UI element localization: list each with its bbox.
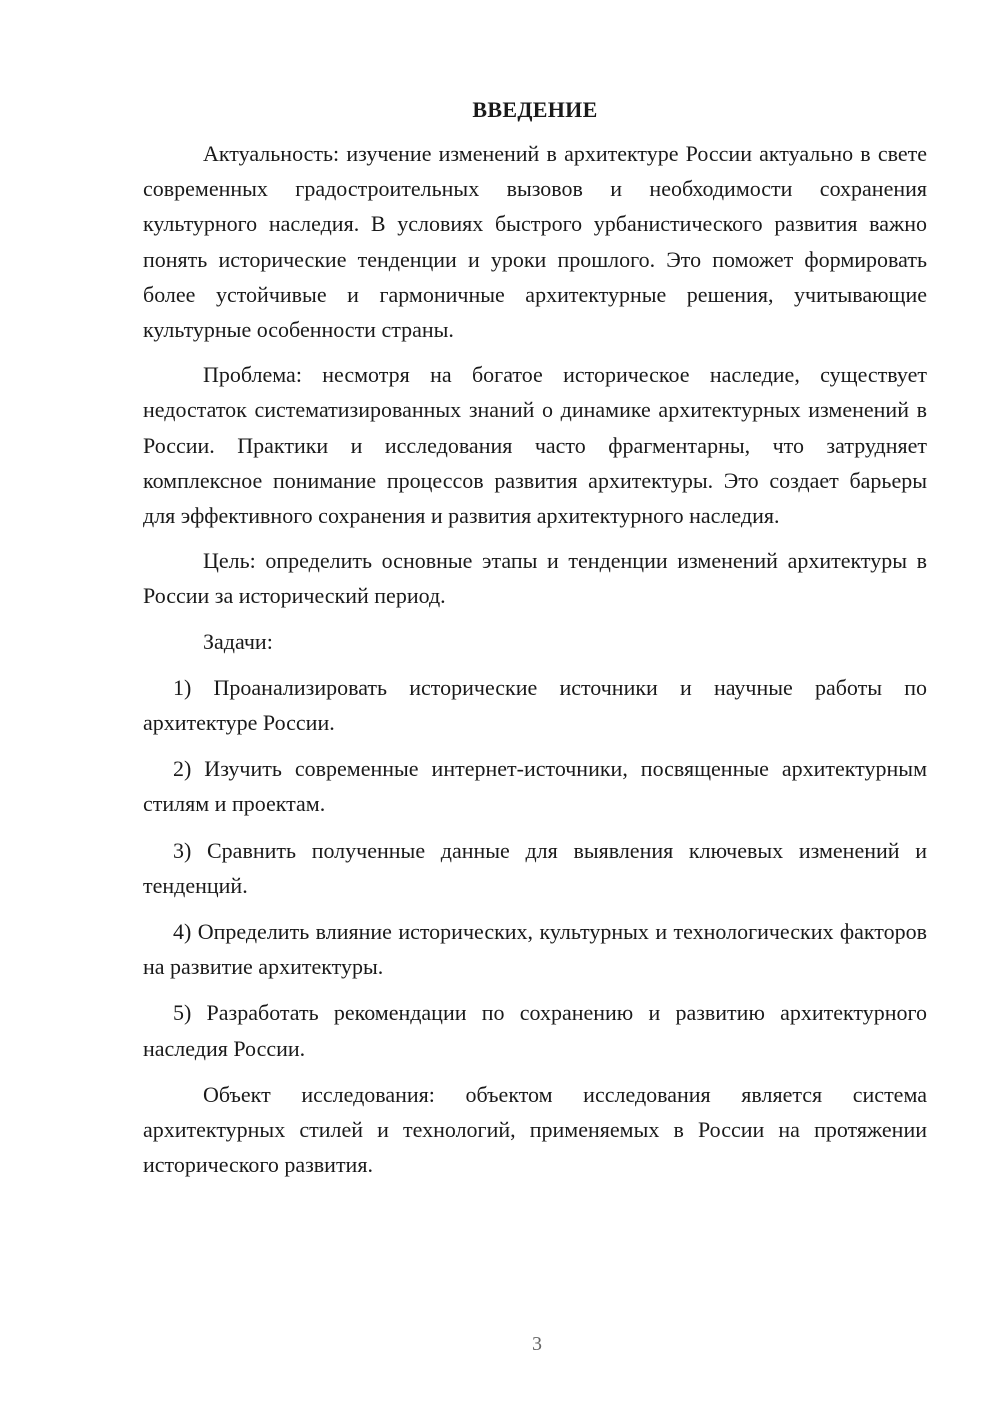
task-item-5: 5) Разработать рекомендации по сохранению и развитию архитектурного наследия России. <box>143 1000 927 1061</box>
task-item-1: 1) Проанализировать исторические источники и научные работы по архитектуре России. <box>143 674 927 736</box>
page-number: 3 <box>532 1333 542 1355</box>
goal-paragraph: Цель: определить основные этапы и тенденции изменений архитектуры в России за исторический период. <box>143 548 927 609</box>
task-item-2: 2) Изучить современные интернет-источники, посвященные архитектурным стилям и проектам. <box>143 756 927 817</box>
tasks-label: Задачи: <box>203 628 273 654</box>
problem-paragraph: Проблема: несмотря на богатое историческое наследие, существует недостаток систематизированных знаний о динамике архитектурных изменений в России. Практики и исследования часто фрагментарны, что затрудняет комплексное понимание процессов развития архитектуры. Это создает барьеры для эффективного сохранения и развития архитектурного наследия. <box>143 362 927 529</box>
relevance-paragraph: Актуальность: изучение изменений в архитектуре России актуально в свете современных градостроительных вызовов и необходимости сохранения культурного наследия. В условиях быстрого урбанистического развития важно понять исторические тенденции и уроки прошлого. Это поможет формировать более устойчивые и гармоничные архитектурные решения, учитывающие культурные особенности страны. <box>143 141 927 343</box>
task-item-4: 4) Определить влияние исторических, культурных и технологических факторов на развитие архитектуры. <box>143 919 927 980</box>
task-item-3: 3) Сравнить полученные данные для выявления ключевых изменений и тенденций. <box>143 837 927 898</box>
object-paragraph: Объект исследования: объектом исследования является система архитектурных стилей и технологий, применяемых в России на протяжении исторического развития. <box>143 1081 927 1178</box>
section-heading: ВВЕДЕНИЕ <box>472 97 598 122</box>
page-content <box>143 94 927 1182</box>
